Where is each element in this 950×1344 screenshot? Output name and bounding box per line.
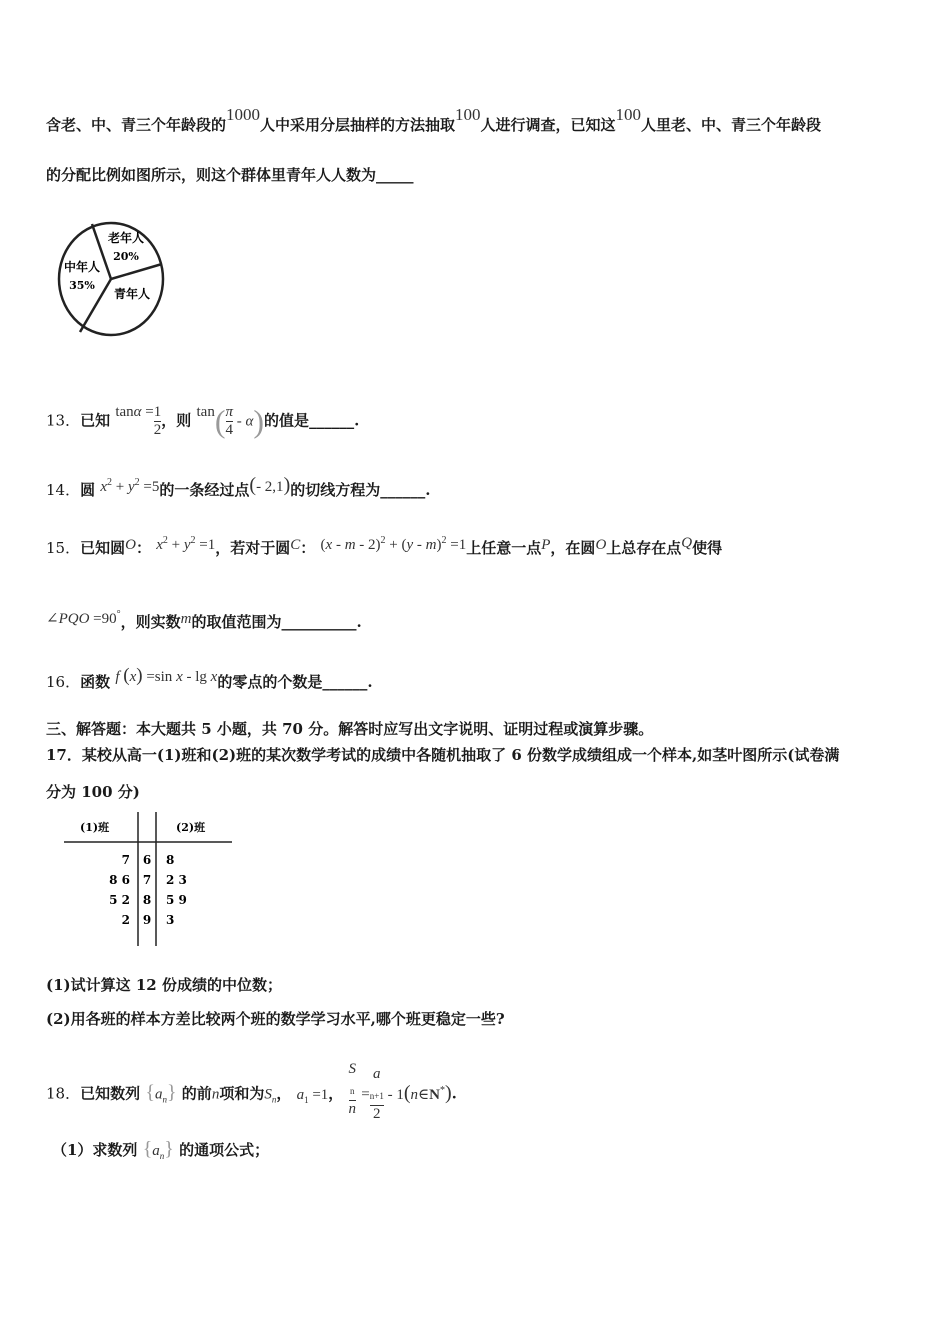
pie-label-old: 老年人 [107, 231, 145, 245]
question-16: 16．函数 f (x) =sin x - lg x的零点的个数是______. [46, 665, 373, 691]
q18-text-d: ， [276, 1084, 292, 1103]
question-15-line-2: ∠PQO =90°，则实数m的取值范围为__________. [46, 609, 362, 631]
q15-text-a: 已知圆 [80, 539, 126, 557]
question-17-line-1: 17．某校从高一(1)班和(2)班的某次数学考试的成绩中各随机抽取了 6 份数学成绩组成一个样本,如茎叶图所示(试卷满 [46, 746, 840, 764]
stem-row-right: 3 [166, 913, 175, 927]
q14-end: . [425, 481, 431, 499]
q14-text-b: 的一条经过点 [159, 481, 250, 499]
intro-text-3: 人进行调查，已知这 [480, 116, 616, 134]
q18-number: 18． [46, 1084, 81, 1103]
q13-text-b: ，则 [161, 411, 192, 430]
q18-text-e: ， [328, 1084, 344, 1103]
q15-text-f: ，在圆 [550, 539, 596, 557]
q16-blank: ______ [322, 673, 368, 691]
question-17-line-2: 分为 100 分) [46, 783, 140, 801]
intro-line-2 [46, 164, 414, 185]
q18-text-b: 的前 [181, 1084, 212, 1103]
q18-text-a: 已知数列 [80, 1084, 141, 1103]
q18-end: . [451, 1084, 457, 1103]
q13-text-c: 的值是 [264, 411, 310, 430]
stem-row-stem: 9 [142, 913, 152, 927]
q13-text-a: 已知 [80, 411, 111, 430]
question-13: 13．已知 tanα = $\frac{1}{2}$ ，则 tan( $\frac{\pi}{4}$ - α)的值是______. [46, 403, 360, 439]
stem-row-left: 5 2 [109, 893, 130, 907]
stem-row-right: 8 [166, 853, 175, 867]
section-3-heading: 三、解答题：本大题共 5 小题，共 70 分。解答时应写出文字说明、证明过程或演算步骤。 [46, 720, 654, 738]
q14-text-a: 圆 [80, 481, 96, 499]
q14-number: 14． [46, 481, 81, 499]
question-14: 14．圆 $x^2 + y^2 =5$的一条经过点(- 2,1)的切线方程为______. [46, 474, 431, 499]
q17-part-2: (2)用各班的样本方差比较两个班的数学学习水平,哪个班更稳定一些? [46, 1010, 505, 1028]
q16-end: . [367, 673, 373, 691]
q13-blank: ______ [309, 411, 355, 430]
q18-part-1: （1）求数列 $\{a_n\}$ 的通项公式； [52, 1138, 270, 1161]
q18-part-1-text-b: 的通项公式； [179, 1141, 270, 1159]
q16-number: 16． [46, 673, 81, 691]
stem-leaf-plot [60, 812, 236, 952]
q14-text-c: 的切线方程为 [290, 481, 381, 499]
sample-number-2: 100 [615, 105, 642, 124]
q16-text-b: 的零点的个数是 [217, 673, 323, 691]
answer-blank: _____ [376, 166, 414, 184]
q15-end: . [356, 613, 362, 631]
stem-row-stem: 8 [142, 893, 152, 907]
intro-line-1 [46, 105, 822, 135]
q15-text-i: ，则实数 [120, 613, 181, 631]
q14-blank: ______ [380, 481, 426, 499]
stem-row-stem: 6 [142, 853, 152, 867]
q15-blank: __________ [281, 613, 357, 631]
q15-text-e: 上任意一点 [466, 539, 542, 557]
question-18: 18．已知数列 $\{a_n\}$ 的前n项和为$S_n$， $a_1 =1$， S $_n$ n = a $_{n+1}$ 2 - 1(n∈N*). [46, 1061, 457, 1122]
q13-number: 13． [46, 411, 81, 430]
pie-label-young: 青年人 [113, 287, 151, 301]
stem-row-right: 2 3 [166, 873, 187, 887]
q15-text-h: 使得 [692, 539, 723, 557]
stem-row-left: 7 [121, 853, 130, 867]
q18-text-c: 项和为 [219, 1084, 265, 1103]
q13-end: . [354, 411, 360, 430]
pie-pct-mid: 35% [69, 279, 95, 292]
q17-part-1: (1)试计算这 12 份成绩的中位数； [46, 976, 282, 994]
pie-pct-old: 20% [113, 250, 139, 263]
stem-right-header: (2)班 [176, 821, 206, 834]
stem-row-left: 8 6 [109, 873, 130, 887]
q18-part-1-text-a: （1）求数列 [52, 1141, 138, 1159]
q15-text-c: ，若对于圆 [215, 539, 291, 557]
population-number: 1000 [226, 105, 261, 124]
intro-text-2: 人中采用分层抽样的方法抽取 [260, 116, 456, 134]
q15-text-j: 的取值范围为 [191, 613, 282, 631]
stem-left-header: (1)班 [80, 821, 110, 834]
q15-text-g: 上总存在点 [606, 539, 682, 557]
intro-text-5: 的分配比例如图所示，则这个群体里青年人人数为 [46, 166, 377, 184]
q15-text-d: ： [300, 539, 316, 557]
stem-row-left: 2 [121, 913, 130, 927]
sample-number: 100 [455, 105, 481, 124]
q16-text-a: 函数 [80, 673, 111, 691]
stem-row-right: 5 9 [166, 893, 187, 907]
pie-label-mid: 中年人 [63, 260, 101, 274]
pie-divider-2 [111, 264, 162, 279]
intro-text-1: 含老、中、青三个年龄段的 [46, 116, 227, 134]
intro-text-4: 人里老、中、青三个年龄段 [641, 116, 822, 134]
q15-text-b: ： [135, 539, 151, 557]
age-pie-chart [56, 220, 168, 342]
q15-number: 15． [46, 539, 81, 557]
stem-row-stem: 7 [142, 873, 152, 887]
question-15-line-1: 15．已知圆O： $x^2 + y^2 =1$，若对于圆C： (x - m - 2)$^2$ + (y - m)$^2$ =1上任意一点P，在圆O上总存在点Q使得 [46, 535, 723, 557]
